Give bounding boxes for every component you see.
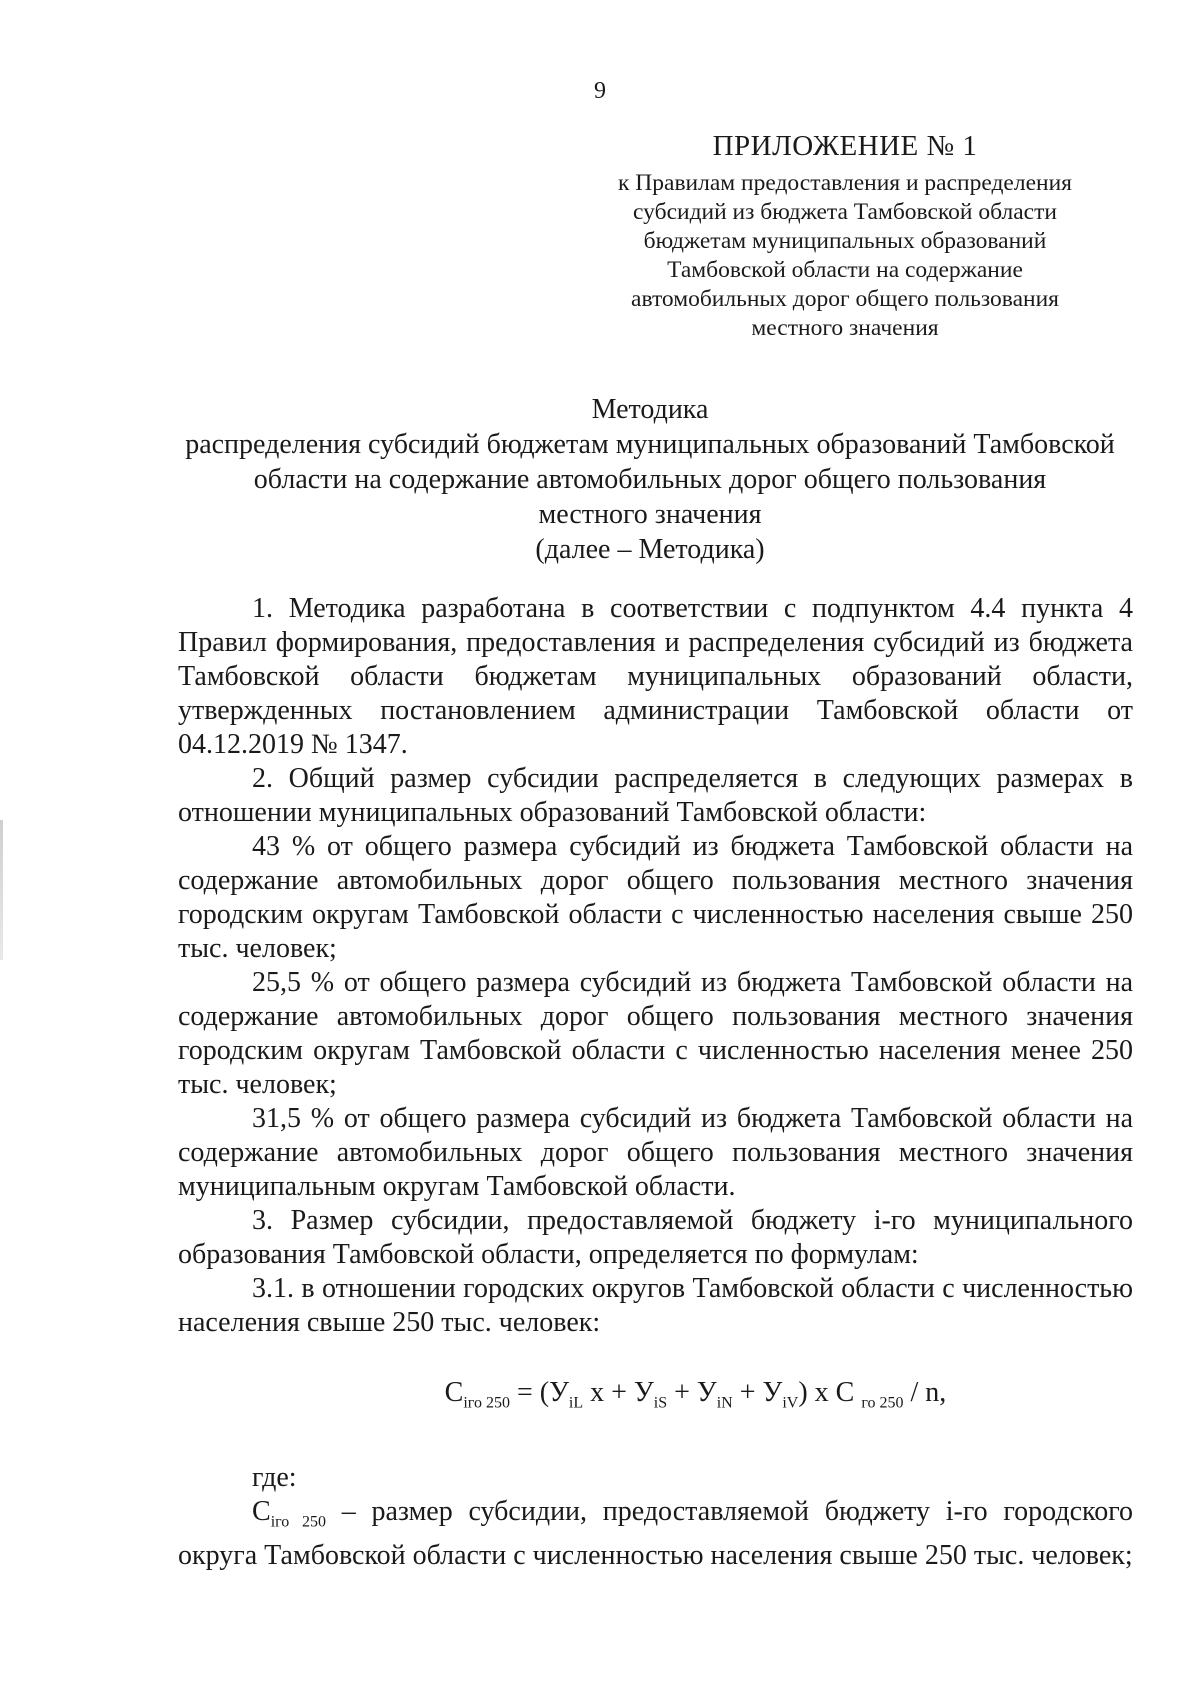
method-title-line: области на содержание автомобильных дорог общего пользования <box>253 464 1047 495</box>
method-title-line: (далее – Методика) <box>535 534 765 565</box>
paragraph-3-1: 3.1. в отношении городских округов Тамбовской области с численностью населения свыше 250 тыс. человек: <box>178 1273 1133 1338</box>
appendix-line: к Правилам предоставления и распределения <box>618 170 1072 196</box>
formula-c: C <box>444 1377 464 1408</box>
formula-op1: х + <box>583 1377 634 1408</box>
formula-close: ) х С <box>798 1377 862 1408</box>
formula-y1-sub: iL <box>568 1394 584 1412</box>
appendix-line: местного значения <box>751 315 939 341</box>
formula-op3: + <box>732 1377 763 1408</box>
definition-text: – размер субсидии, предоставляемой бюджету i-го городского округа Тамбовской области с численностью населения свыше 250 тыс. человек; <box>178 1495 1133 1572</box>
formula-y4-sub: iV <box>782 1394 799 1412</box>
definition-c-igo-250 <box>178 1495 1133 1574</box>
appendix-title: ПРИЛОЖЕНИЕ № 1 <box>712 130 978 162</box>
formula-y1: У <box>549 1377 569 1408</box>
definition-symbol-sub: iго 250 <box>270 1513 327 1531</box>
appendix-line: Тамбовской области на содержание <box>667 257 1023 283</box>
formula-y2-sub: iS <box>653 1394 668 1412</box>
appendix-line: субсидий из бюджета Тамбовской области <box>633 199 1057 225</box>
where-label: где: <box>252 1461 297 1493</box>
formula-c-sub: iго 250 <box>463 1394 510 1412</box>
formula-y3: У <box>696 1377 717 1408</box>
document-body <box>178 592 1133 1573</box>
formula-eq: = ( <box>509 1377 550 1408</box>
paragraph-share-43: 43 % от общего размера субсидий из бюджета Тамбовской области на содержание автомобильных дорог общего пользования местного значения городским округам Тамбовской области с численностью населения свыше 250 тыс. человек; <box>178 831 1133 964</box>
paragraph-1: 1. Методика разработана в соответствии с подпунктом 4.4 пункта 4 Правил формирования, предоставления и распределения субсидий из бюджета Тамбовской области бюджетам муниципальных образований области, утвержденных постановлением администрации Тамбовской области от 04.12.2019 № 1347. <box>178 593 1133 760</box>
formula-tail: / n, <box>903 1377 947 1408</box>
method-title <box>170 392 1130 567</box>
appendix-line: бюджетам муниципальных образований <box>643 228 1047 254</box>
subsidy-formula <box>178 1376 1133 1421</box>
appendix-line: автомобильных дорог общего пользования <box>631 286 1059 312</box>
paragraph-share-25-5: 25,5 % от общего размера субсидий из бюджета Тамбовской области на содержание автомобильных дорог общего пользования местного значения городским округам Тамбовской области с численностью населения менее 250 тыс. человек; <box>178 967 1133 1100</box>
formula-c2-sub: го 250 <box>861 1394 904 1412</box>
method-title-line: местного значения <box>538 499 762 530</box>
paragraph-2: 2. Общий размер субсидии распределяется в следующих размерах в отношении муниципальных образований Тамбовской области: <box>178 763 1133 828</box>
page-number: 9 <box>594 78 606 104</box>
definition-symbol: C <box>252 1495 271 1527</box>
scan-edge-mark <box>0 820 3 960</box>
appendix-header <box>600 130 1090 343</box>
formula-y3-sub: iN <box>716 1394 733 1412</box>
formula-op2: + <box>667 1377 697 1408</box>
method-title-line: Методика <box>591 394 709 425</box>
paragraph-3: 3. Размер субсидии, предоставляемой бюджету i-го муниципального образования Тамбовской области, определяется по формулам: <box>178 1205 1133 1270</box>
paragraph-share-31-5: 31,5 % от общего размера субсидий из бюджета Тамбовской области на содержание автомобильных дорог общего пользования местного значения муниципальным округам Тамбовской области. <box>178 1103 1133 1202</box>
formula-y2: У <box>633 1377 654 1408</box>
method-title-line: распределения субсидий бюджетам муниципальных образований Тамбовской <box>185 429 1115 460</box>
formula-y4: У <box>762 1377 783 1408</box>
